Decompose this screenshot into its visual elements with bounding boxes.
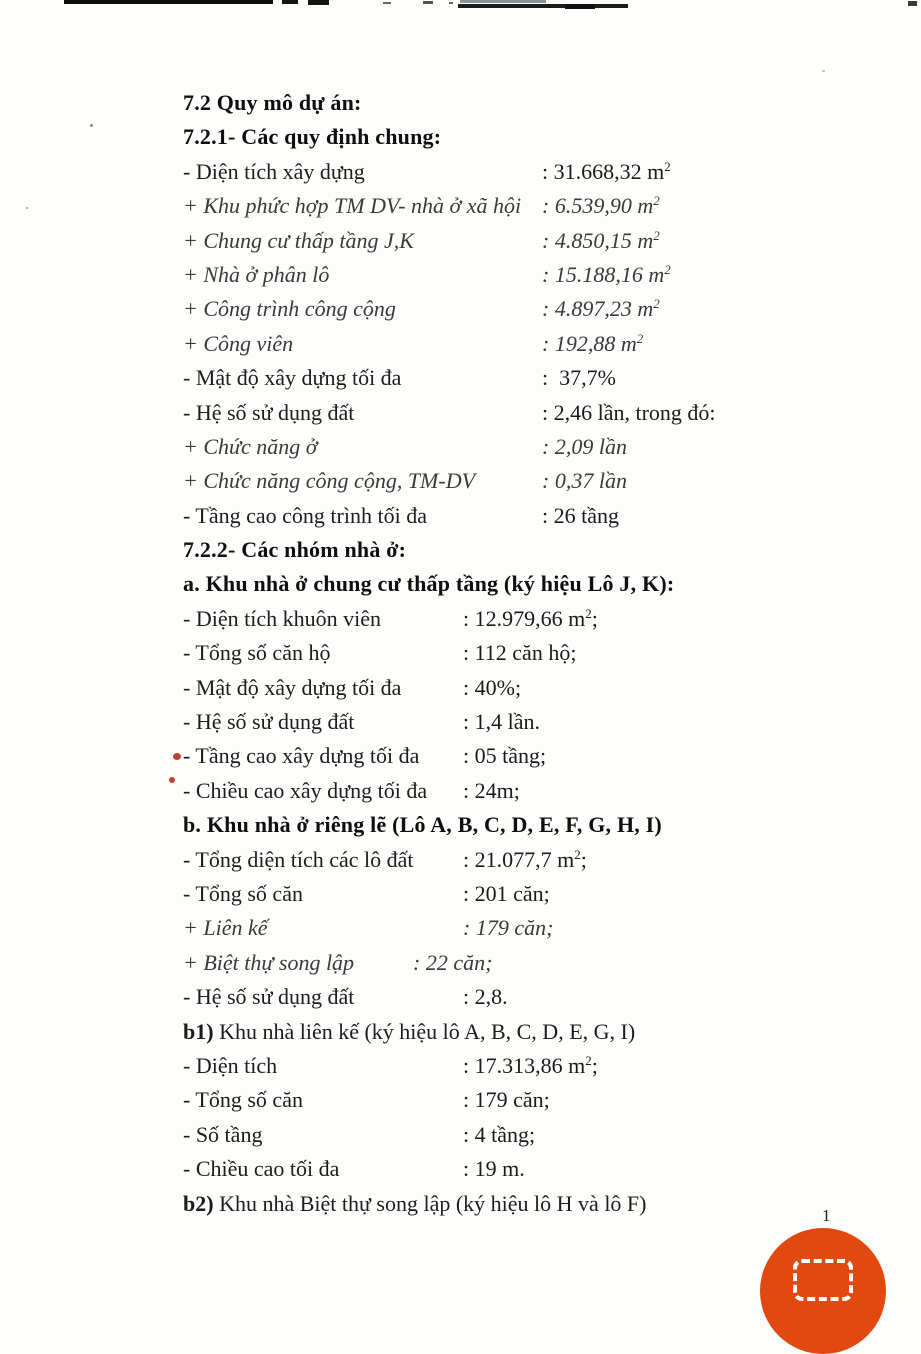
row-label: + Công viên <box>183 330 294 356</box>
section-heading <box>183 86 893 120</box>
row-value: : 4.897,23 $m^2$ <box>542 296 660 322</box>
doc-row <box>183 671 893 705</box>
scan-artifact <box>423 1 433 4</box>
row-label: - Diện tích <box>183 1052 278 1078</box>
doc-row <box>183 705 893 739</box>
scan-speck <box>26 207 28 209</box>
doc-row <box>183 980 893 1014</box>
row-label: - Tổng số căn hộ <box>183 640 331 666</box>
doc-row <box>183 877 893 911</box>
row-value: : 4 tầng; <box>463 1121 536 1147</box>
doc-row <box>183 396 893 430</box>
doc-row <box>183 1152 893 1186</box>
row-value: : 12.979,66 $m^2$; <box>463 605 598 631</box>
doc-row <box>183 292 893 326</box>
document-body <box>183 86 893 1221</box>
row-label: - Tầng cao xây dựng tối đa <box>183 743 420 769</box>
section-heading <box>183 808 893 842</box>
scan-artifact <box>458 4 628 8</box>
row-value: : 4.850,15 $m^2$ <box>542 227 660 253</box>
page-number: 1 <box>822 1206 831 1225</box>
row-label: + Khu phức hợp TM DV- nhà ở xã hội <box>183 193 522 219</box>
row-label: + Liên kế <box>183 915 268 941</box>
row-label: - Tổng diện tích các lô đất <box>183 846 414 872</box>
doc-row <box>183 946 893 980</box>
scan-speck <box>822 70 825 72</box>
heading-prefix: b1) <box>183 1018 214 1044</box>
row-value: : 2,09 lần <box>542 433 627 459</box>
doc-row <box>183 1049 893 1083</box>
row-value: : 201 căn; <box>463 880 550 906</box>
row-value: : 0,37 lần <box>542 468 627 494</box>
heading-text: Khu nhà liên kế (ký hiệu lô A, B, C, D, E, G, I) <box>213 1018 636 1044</box>
doc-row <box>183 327 893 361</box>
row-label: - Chiều cao tối đa <box>183 1156 340 1182</box>
row-label: - Tổng số căn <box>183 1087 303 1113</box>
row-value: : 112 căn hộ; <box>463 640 577 666</box>
row-label: - Tầng cao công trình tối đa <box>183 502 427 528</box>
scan-artifact <box>282 0 298 4</box>
row-label: - Hệ số sử dụng đất <box>183 984 355 1010</box>
row-label: + Biệt thự song lập <box>183 949 355 975</box>
row-value: : 15.188,16 $m^2$ <box>542 261 671 287</box>
scan-artifact <box>383 2 391 4</box>
scan-speck <box>90 124 93 127</box>
row-value: : 22 căn; <box>413 949 493 975</box>
heading-prefix: b2) <box>183 1190 214 1216</box>
crop-frame-icon <box>793 1259 853 1301</box>
row-value: : 21.077,7 $m^2$; <box>463 846 587 872</box>
row-value: : 05 tầng; <box>463 743 547 769</box>
row-value: : 192,88 $m^2$ <box>542 330 644 356</box>
heading-text: b. Khu nhà ở riêng lẽ (Lô A, B, C, D, E, F, G, H, I) <box>183 812 662 838</box>
doc-row <box>183 499 893 533</box>
row-label: + Chức năng ở <box>183 433 318 459</box>
doc-row <box>183 911 893 945</box>
row-label: + Chung cư thấp tầng J,K <box>183 227 414 253</box>
doc-row <box>183 739 893 773</box>
row-label: - Hệ số sử dụng đất <box>183 709 355 735</box>
row-value: : 17.313,86 $m^2$; <box>463 1052 598 1078</box>
row-value: : 6.539,90 $m^2$ <box>542 193 660 219</box>
row-value: : 26 tầng <box>542 502 619 528</box>
row-value: : 24m; <box>463 777 520 803</box>
row-value: : 2,8. <box>463 984 508 1010</box>
doc-row <box>183 224 893 258</box>
row-value: : 179 căn; <box>463 915 554 941</box>
heading-text: Khu nhà Biệt thự song lập (ký hiệu lô H và lô F) <box>213 1190 647 1216</box>
row-label: - Hệ số sử dụng đất <box>183 399 355 425</box>
scan-artifact <box>449 2 453 4</box>
screenshot-capture-button[interactable] <box>760 1228 886 1354</box>
row-value: : 19 m. <box>463 1156 525 1182</box>
row-value: : 179 căn; <box>463 1087 550 1113</box>
section-heading <box>183 533 893 567</box>
heading-text: 7.2.1- Các quy định chung: <box>183 124 442 150</box>
doc-row <box>183 258 893 292</box>
row-label: - Số tầng <box>183 1121 263 1147</box>
heading-text: a. Khu nhà ở chung cư thấp tầng (ký hiệu Lô J, K): <box>183 571 675 597</box>
scan-artifact <box>308 0 329 5</box>
doc-row <box>183 361 893 395</box>
red-asterisk-annotation <box>169 777 175 783</box>
row-label: - Tổng số căn <box>183 880 303 906</box>
row-label: - Mật độ xây dựng tối đa <box>183 674 402 700</box>
doc-row <box>183 774 893 808</box>
scan-artifact <box>64 0 273 4</box>
section-heading <box>183 567 893 601</box>
doc-row <box>183 1118 893 1152</box>
row-label: - Mật độ xây dựng tối đa <box>183 365 402 391</box>
doc-row <box>183 430 893 464</box>
row-value: : 37,7% <box>542 365 616 391</box>
section-heading <box>183 120 893 154</box>
row-value: : 2,46 lần, trong đó: <box>542 399 716 425</box>
row-value: : 1,4 lần. <box>463 709 540 735</box>
doc-row <box>183 155 893 189</box>
scan-artifact <box>565 4 595 9</box>
row-value: : 40%; <box>463 674 522 700</box>
heading-text: 7.2.2- Các nhóm nhà ở: <box>183 537 407 563</box>
row-label: - Diện tích xây dựng <box>183 158 365 184</box>
doc-row <box>183 843 893 877</box>
row-value: : 31.668,32 $m^2$ <box>542 158 671 184</box>
scan-artifact <box>460 0 546 3</box>
doc-row <box>183 636 893 670</box>
doc-row <box>183 1083 893 1117</box>
doc-row <box>183 464 893 498</box>
row-label: - Diện tích khuôn viên <box>183 605 381 631</box>
heading-text: 7.2 Quy mô dự án: <box>183 90 362 115</box>
row-label: + Công trình công cộng <box>183 296 396 322</box>
row-label: + Nhà ở phân lô <box>183 261 330 287</box>
red-dot-annotation <box>173 753 181 760</box>
row-label: - Chiều cao xây dựng tối đa <box>183 777 428 803</box>
row-label: + Chức năng công cộng, TM-DV <box>183 468 476 494</box>
section-heading <box>183 1015 893 1049</box>
scan-artifact <box>908 1 917 6</box>
doc-row <box>183 189 893 223</box>
section-heading <box>183 1187 893 1221</box>
doc-row <box>183 602 893 636</box>
